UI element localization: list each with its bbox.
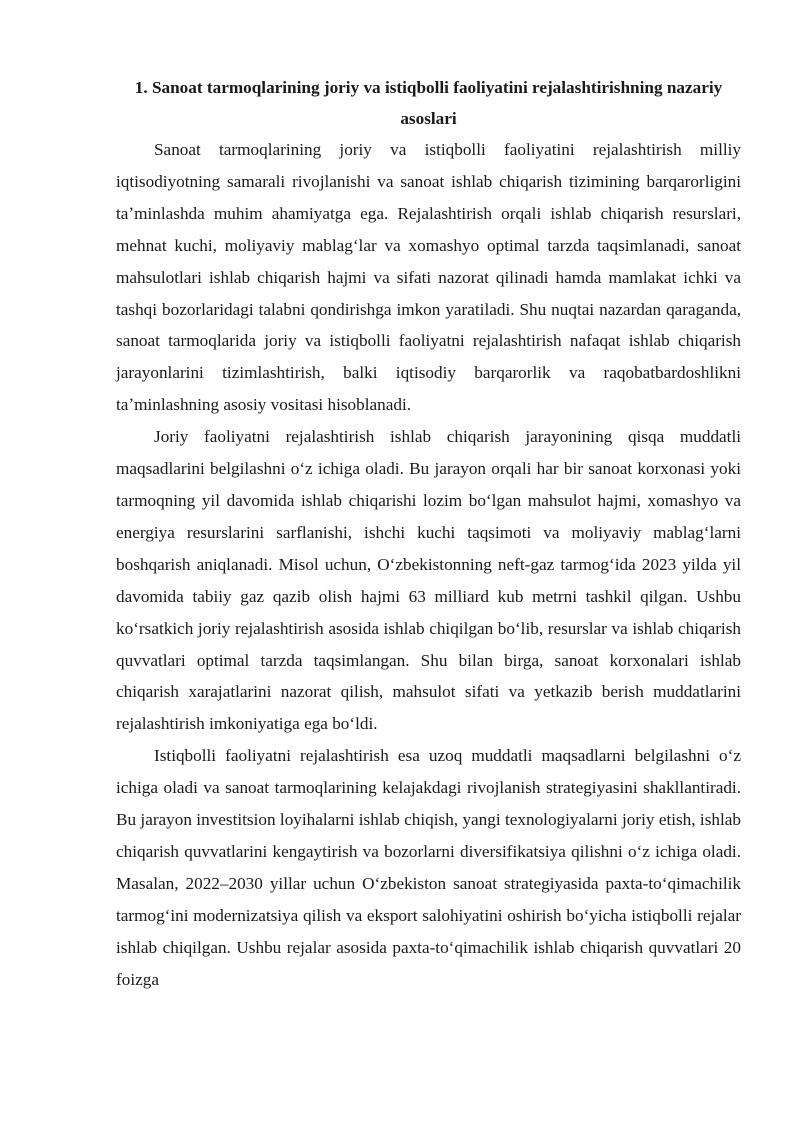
document-page [116,72,741,995]
paragraph-long-term-planning: Istiqbolli faoliyatni rejalashtirish esa uzoq muddatli maqsadlarni belgilashni oʻz ichiga oladi va sanoat tarmoqlarining kelajakdagi rivojlanish strategiyasini shakllantiradi. Bu jarayon investitsion loyihalarni ishlab chiqish, yangi texnologiyalarni joriy etish, ishlab chiqarish quvvatlarini kengaytirish va bozorlarni diversifikatsiya qilishni oʻz ichiga oladi. Masalan, 2022–2030 yillar uchun Oʻzbekiston sanoat strategiyasida paxta-toʻqimachilik tarmogʻini modernizatsiya qilish va eksport salohiyatini oshirish boʻyicha istiqbolli rejalar ishlab chiqilgan. Ushbu rejalar asosida paxta-toʻqimachilik ishlab chiqarish quvvatlari 20 foizga [116,746,741,989]
paragraph-current-planning: Joriy faoliyatni rejalashtirish ishlab chiqarish jarayonining qisqa muddatli maqsadlarini belgilashni oʻz ichiga oladi. Bu jarayon orqali har bir sanoat korxonasi yoki tarmoqning yil davomida ishlab chiqarishi lozim boʻlgan mahsulot hajmi, xomashyo va energiya resurslarini sarflanishi, ishchi kuchi taqsimoti va moliyaviy mablagʻlarni boshqarish aniqlanadi. Misol uchun, Oʻzbekistonning neft-gaz tarmogʻida 2023 yilda yil davomida tabiiy gaz qazib olish hajmi 63 milliard kub metrni tashkil qilgan. Ushbu koʻrsatkich joriy rejalashtirish asosida ishlab chiqilgan boʻlib, resurslar va ishlab chiqarish quvvatlari optimal tarzda taqsimlangan. Shu bilan birga, sanoat korxonalari ishlab chiqarish xarajatlarini nazorat qilish, mahsulot sifati va yetkazib berish muddatlarini rejalashtirish imkoniyatiga ega boʻldi. [116,427,741,734]
paragraph-intro: Sanoat tarmoqlarining joriy va istiqbolli faoliyatini rejalashtirish milliy iqtisodiyotning samarali rivojlanishi va sanoat ishlab chiqarish tizimining barqarorligini taʼminlashda muhim ahamiyatga ega. Rejalashtirish orqali ishlab chiqarish resurslari, mehnat kuchi, moliyaviy mablagʻlar va xomashyo optimal tarzda taqsimlanadi, sanoat mahsulotlari ishlab chiqarish hajmi va sifati nazorat qilinadi hamda mamlakat ichki va tashqi bozorlaridagi talabni qondirishga imkon yaratiladi. Shu nuqtai nazardan qaraganda, sanoat tarmoqlarida joriy va istiqbolli faoliyatni rejalashtirish nafaqat ishlab chiqarish jarayonlarini tizimlashtirish, balki iqtisodiy barqarorlik va raqobatbardoshlikni taʼminlashning asosiy vositasi hisoblanadi. [116,140,741,415]
section-title: 1. Sanoat tarmoqlarining joriy va istiqbolli faoliyatini rejalashtirishning nazariy asoslari [134,78,723,128]
